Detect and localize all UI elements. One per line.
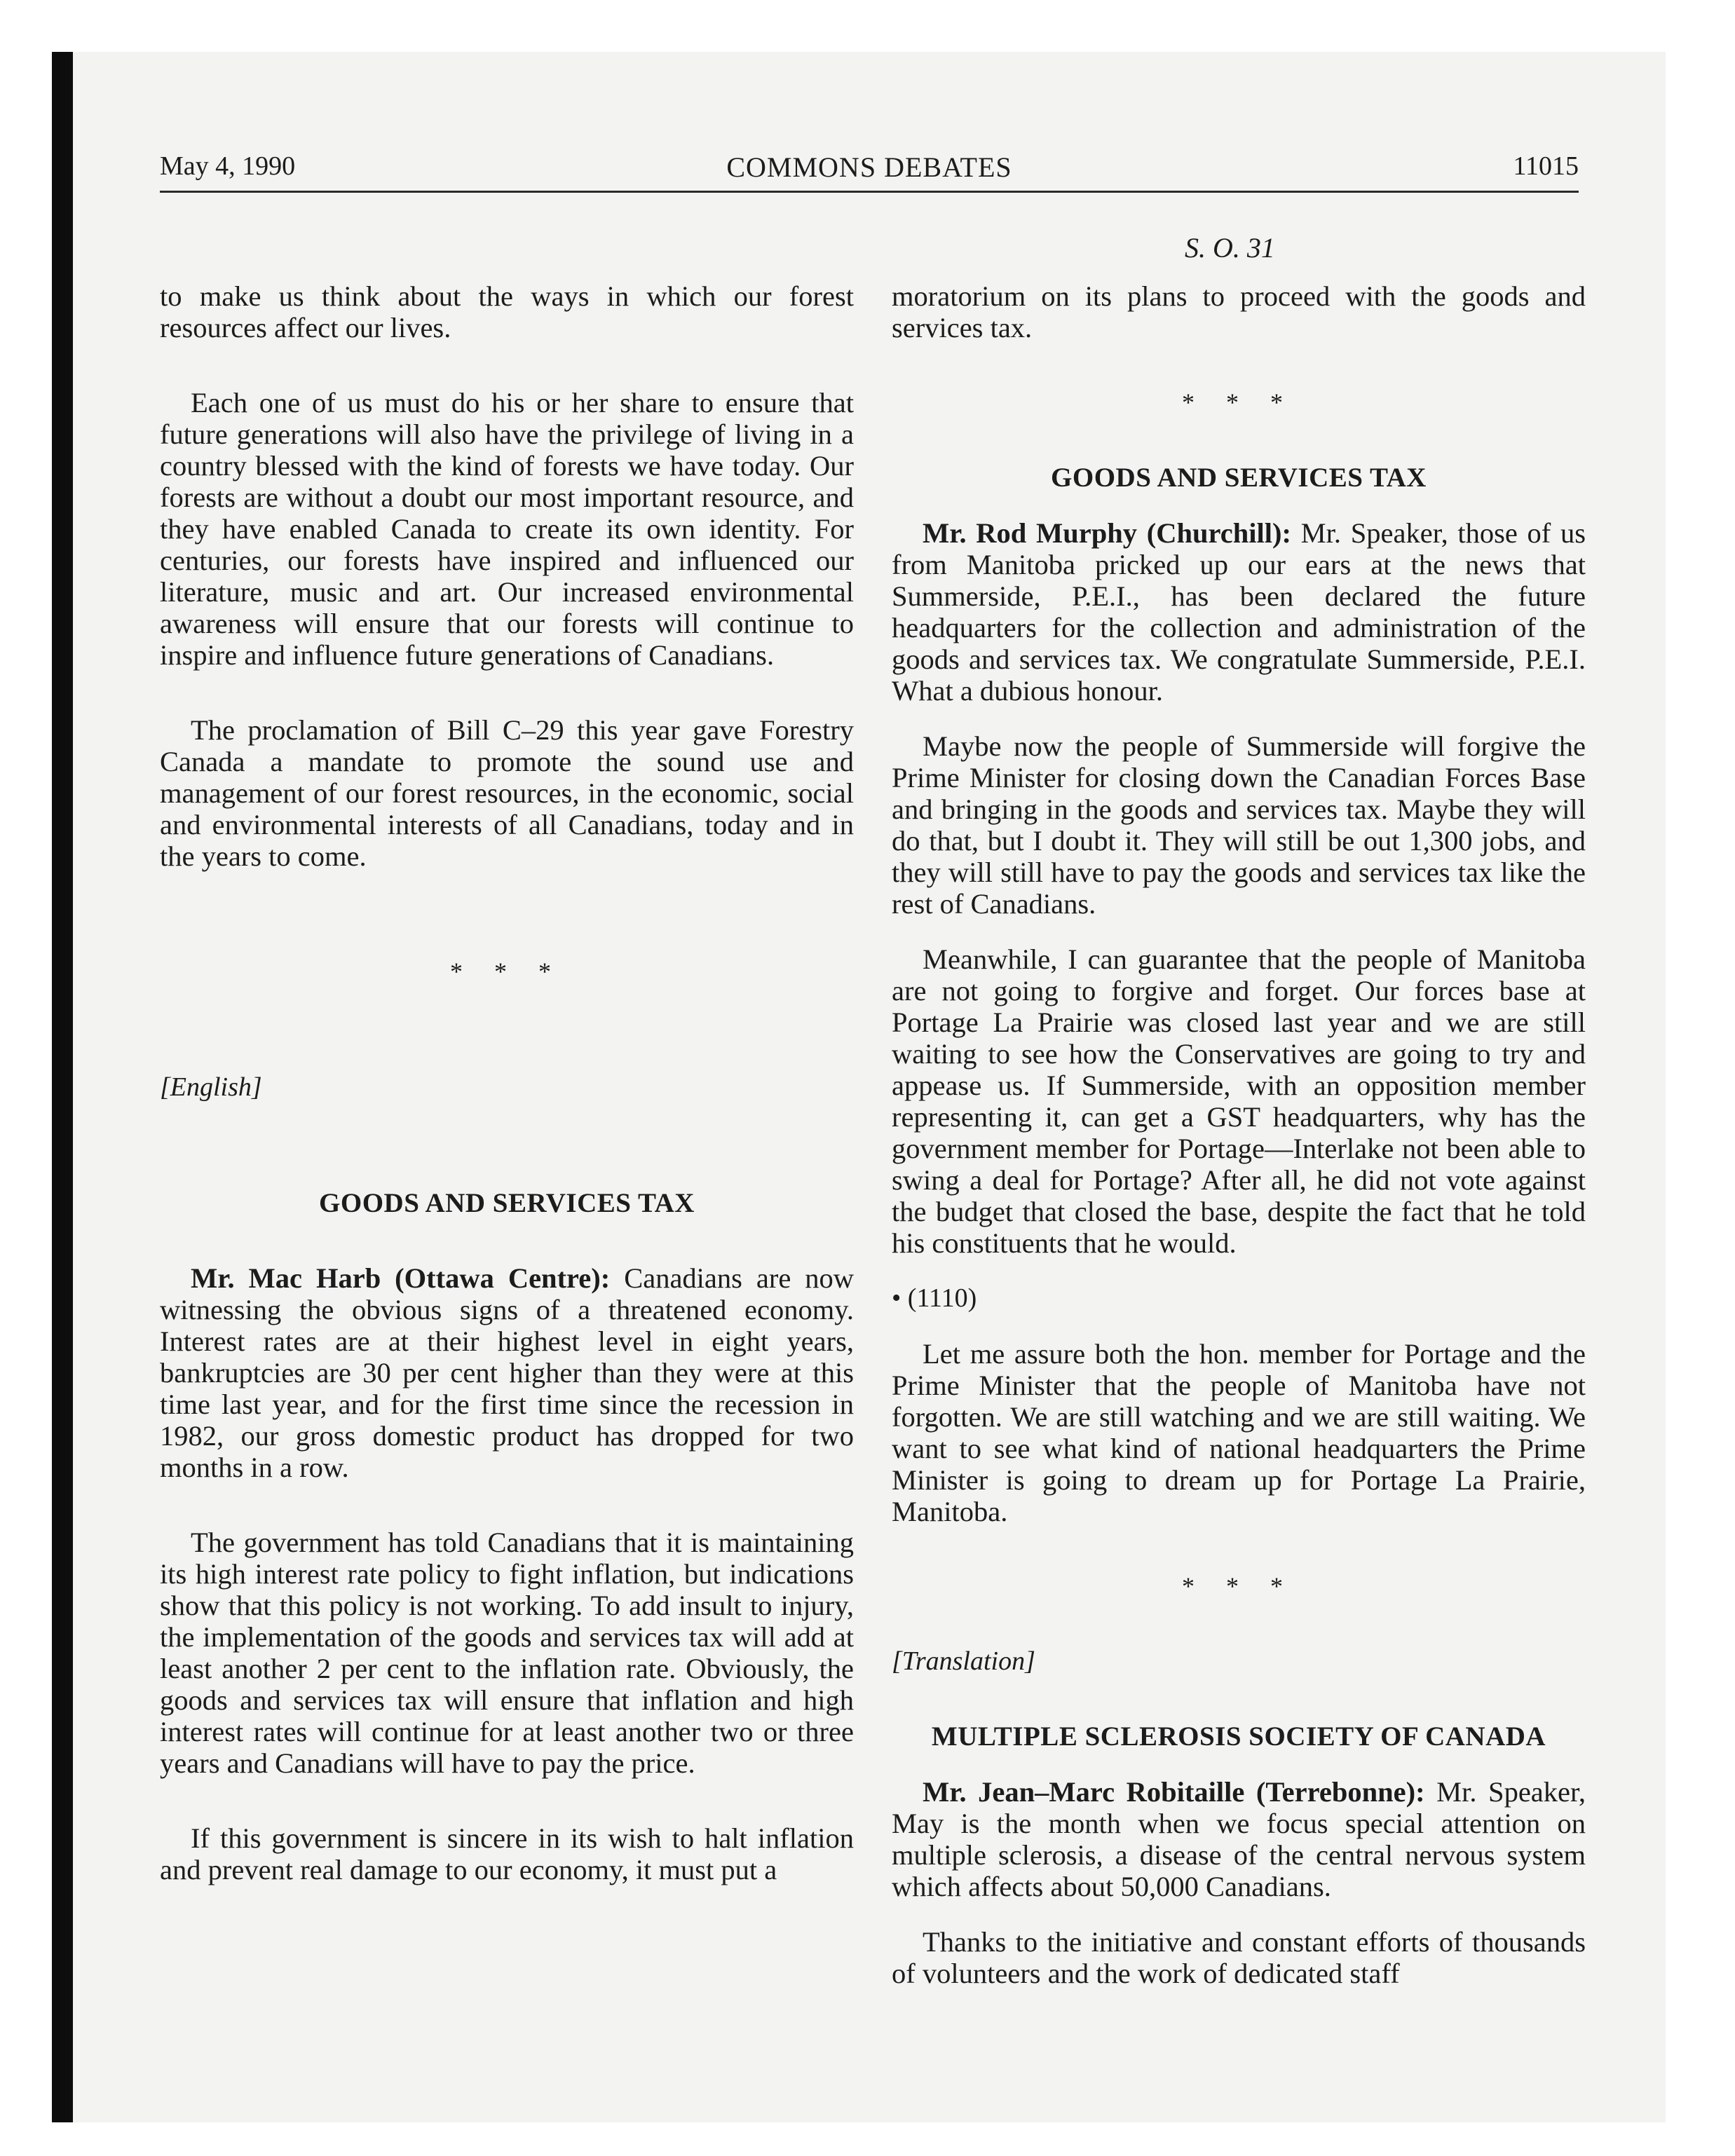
language-note: [Translation] <box>892 1646 1035 1676</box>
section-separator: * * * <box>1182 388 1295 416</box>
section-heading: MULTIPLE SCLEROSIS SOCIETY OF CANADA <box>931 1721 1546 1752</box>
header-page-number: 11015 <box>1513 151 1579 181</box>
section-heading: GOODS AND SERVICES TAX <box>1051 463 1427 493</box>
left-paragraph-1: to make us think about the ways in which our forest resources affect our lives. <box>160 280 854 343</box>
header-date: May 4, 1990 <box>160 151 296 181</box>
header-title: COMMONS DEBATES <box>726 151 1012 183</box>
speaker-name: Mr. Rod Murphy (Churchill): <box>923 517 1291 549</box>
speech-text: Mr. Speaker, May is the month when we focus special attention on multiple sclerosis, a disease of the central nervous system which affects about 50,000 Canadians. <box>892 1776 1586 1902</box>
header-rule <box>160 191 1579 193</box>
scan-binding-edge <box>52 52 73 2122</box>
left-paragraph-5: The government has told Canadians that it is maintaining its high interest rate policy to fight inflation, but indications show that this policy is not working. To add insult to injury, the implementation of the goods and services tax will add at least another 2 per cent to the inflation rate. Obviously, the goods and services tax will ensure that inflation and high interest rates will continue for at least another two or three years and Canadians will have to pay the price. <box>160 1527 854 1779</box>
right-paragraph-4: Meanwhile, I can guarantee that the people of Manitoba are not going to forgive and forget. Our forces base at Portage La Prairie was closed last year and we are still waiting to see how the Conservatives are going to try and appease us. If Summerside, with an opposition member representing it, can get a GST headquarters, why has the government member for Portage—Interlake not been able to swing a deal for Portage? After all, he did not vote against the budget that closed the base, despite the fact that he told his constituents that he would. <box>892 943 1586 1259</box>
right-paragraph-3: Maybe now the people of Summerside will forgive the Prime Minister for closing down the Canadian Forces Base and bringing in the goods and services tax. Maybe they will do that, but I doubt it. They will still be out 1,300 jobs, and they will still have to pay the goods and services tax like the rest of Canadians. <box>892 730 1586 920</box>
left-paragraph-6: If this government is sincere in its wish to halt inflation and prevent real damage to our economy, it must put a <box>160 1822 854 1885</box>
left-column <box>160 280 854 1885</box>
speech-text: Mr. Speaker, those of us from Manitoba pricked up our ears at the news that Summerside, P.E.I., has been declared the future headquarters for the collection and administration of the goods and services tax. We congratulate Summerside, P.E.I. What a dubious honour. <box>892 517 1586 707</box>
section-reference: S. O. 31 <box>1185 232 1275 264</box>
right-paragraph-5: Let me assure both the hon. member for Portage and the Prime Minister that the people of Manitoba have not forgotten. We are still watching and we are still waiting. We want to see what kind of national headquarters the Prime Minister is going to dream up for Portage La Prairie, Manitoba. <box>892 1338 1586 1527</box>
time-marker: • (1110) <box>892 1283 977 1313</box>
right-paragraph-1: moratorium on its plans to proceed with the goods and services tax. <box>892 280 1586 343</box>
right-column <box>892 280 1586 1989</box>
speaker-name: Mr. Jean–Marc Robitaille (Terrebonne): <box>923 1776 1425 1808</box>
left-paragraph-4 <box>160 1262 854 1483</box>
section-separator: * * * <box>1182 1572 1295 1600</box>
running-head <box>160 151 1579 190</box>
right-paragraph-2 <box>892 517 1586 707</box>
left-paragraph-3: The proclamation of Bill C–29 this year gave Forestry Canada a mandate to promote the sound use and management of our forest resources, in the economic, social and environmental interests of all Canadians, today and in the years to come. <box>160 714 854 872</box>
section-separator: * * * <box>450 957 564 985</box>
left-paragraph-2: Each one of us must do his or her share to ensure that future generations will also have the privilege of living in a country blessed with the kind of forests we have today. Our forests are without a doubt our most important resource, and they have enabled Canada to create its own identity. For centuries, our forests have inspired and influenced our literature, music and art. Our increased environmental awareness will ensure that our forests will continue to inspire and influence future generations of Canadians. <box>160 387 854 671</box>
right-paragraph-7: Thanks to the initiative and constant efforts of thousands of volunteers and the work of dedicated staff <box>892 1926 1586 1989</box>
section-heading: GOODS AND SERVICES TAX <box>319 1188 695 1218</box>
right-paragraph-6 <box>892 1776 1586 1902</box>
speaker-name: Mr. Mac Harb (Ottawa Centre): <box>191 1262 611 1294</box>
language-note: [English] <box>160 1072 262 1102</box>
speech-text: Canadians are now witnessing the obvious signs of a threatened economy. Interest rates are at their highest level in eight years, bankruptcies are 30 per cent higher than they were at this time last year, and for the first time since the recession in 1982, our gross domestic product has dropped for two months in a row. <box>160 1262 855 1483</box>
